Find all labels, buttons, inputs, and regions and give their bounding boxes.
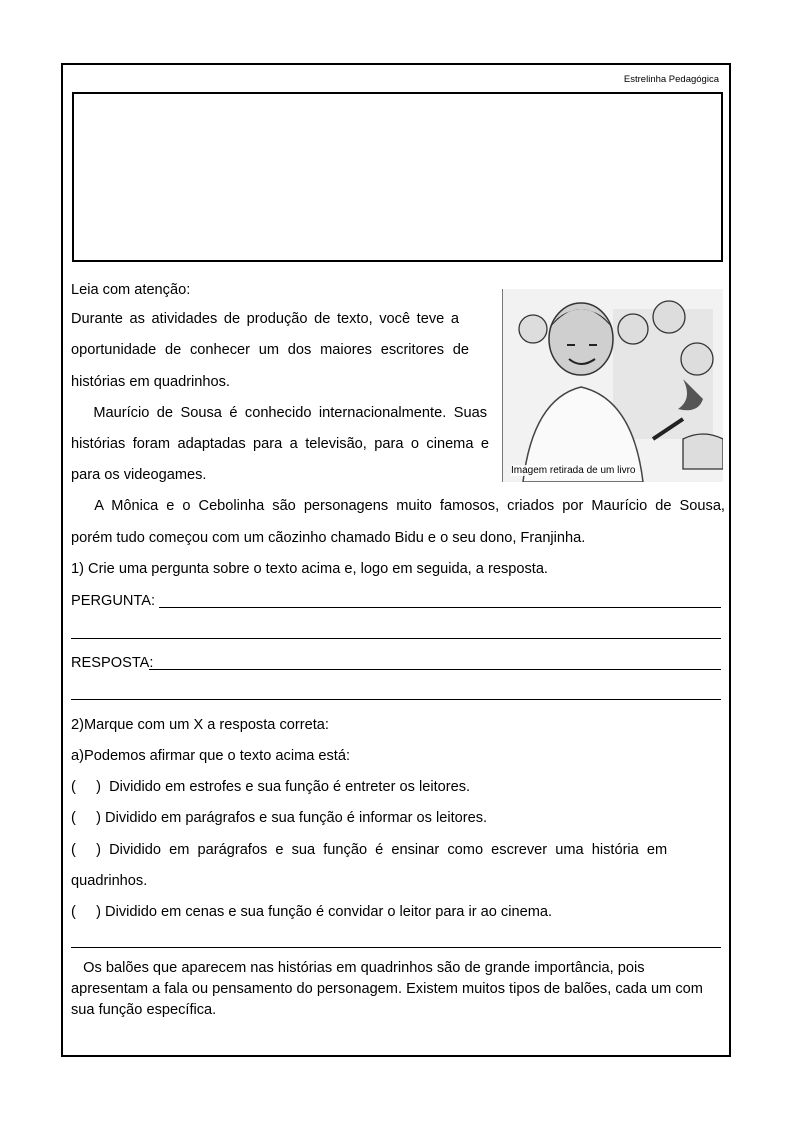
option-a[interactable]: ( ) Dividido em estrofes e sua função é entreter os leitores.: [71, 779, 471, 795]
paragraph1-line2: oportunidade de conhecer um dos maiores escritores de: [71, 342, 469, 358]
paragraph2-line3: para os videogames.: [71, 467, 207, 483]
question2-subprompt: a)Podemos afirmar que o texto acima está:: [71, 748, 351, 764]
answer1-label: RESPOSTA:: [71, 655, 154, 671]
question1-prompt: 1) Crie uma pergunta sobre o texto acima e, logo em seguida, a resposta.: [71, 561, 548, 577]
question-answer-line-2[interactable]: [71, 638, 721, 639]
paragraph2-line1: Maurício de Sousa é conhecido internacionalmente. Suas: [71, 405, 487, 421]
header-box: [72, 92, 723, 262]
closing-paragraph: Os balões que aparecem nas histórias em quadrinhos são de grande importância, pois apresentam a fala ou pensamento do personagem. Existem muitos tipos de balões, cada um com sua função específica.: [71, 960, 707, 1018]
paragraph3-line1: A Mônica e o Cebolinha são personagens muito famosos, criados por Maurício de Sousa,: [71, 498, 725, 514]
answer-line[interactable]: [149, 669, 721, 670]
image-caption: Imagem retirada de um livro: [511, 465, 636, 476]
separator-line: [71, 947, 721, 948]
paragraph1-line3: histórias em quadrinhos.: [71, 374, 230, 390]
option-d[interactable]: ( ) Dividido em cenas e sua função é convidar o leitor para ir ao cinema.: [71, 904, 553, 920]
answer-line-2[interactable]: [71, 699, 721, 700]
option-c-continuation: quadrinhos.: [71, 873, 148, 889]
question-answer-line[interactable]: [159, 607, 721, 608]
question1-label: PERGUNTA:: [71, 593, 156, 609]
photo-illustration-icon: [503, 289, 723, 482]
worksheet-frame: [61, 63, 731, 1057]
intro-heading: Leia com atenção:: [71, 282, 191, 298]
question2-prompt: 2)Marque com um X a resposta correta:: [71, 717, 329, 733]
paragraph1-line1: Durante as atividades de produção de texto, você teve a: [71, 311, 459, 327]
mauricio-photo: [502, 289, 723, 482]
paragraph3-line2: porém tudo começou com um cãozinho chamado Bidu e o seu dono, Franjinha.: [71, 530, 586, 546]
option-b[interactable]: ( ) Dividido em parágrafos e sua função é informar os leitores.: [71, 810, 488, 826]
paragraph2-line2: histórias foram adaptadas para a televisão, para o cinema e: [71, 436, 489, 452]
option-c[interactable]: ( ) Dividido em parágrafos e sua função é ensinar como escrever uma história em: [71, 842, 668, 858]
brand-label: Estrelinha Pedagógica: [623, 74, 719, 85]
